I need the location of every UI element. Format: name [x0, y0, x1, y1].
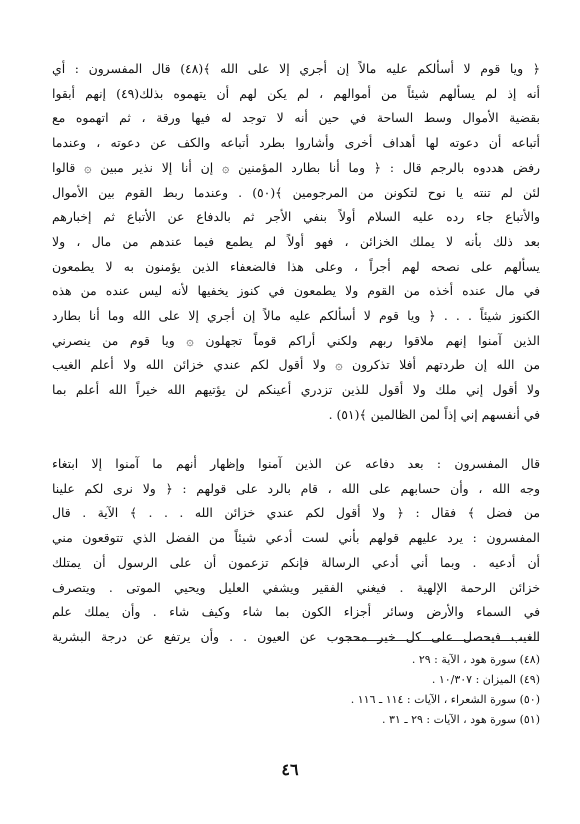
- page-number: ٤٦: [281, 760, 299, 779]
- text-line: ولا أقول إني ملك ولا أقول للذين تزدري أعينكم لن يؤتيهم الله خيراً الله أعلم بما: [52, 382, 540, 398]
- text-line: الذين آمنوا إنهم ملاقوا ربهم ولكني أراكم قوماً تجهلون ۞ ويا قوم من ينصرني: [52, 332, 540, 348]
- text-line: ﴿ ويا قوم لا أسألكم عليه مالاً إن أجري إلا على الله ﴾(٤٨) قال المفسرون : أي: [52, 61, 540, 76]
- text-line: قال المفسرون : بعد دفاعه عن الذين آمنوا وإظهار أنهم ما آمنوا إلا ابتغاء: [52, 456, 540, 471]
- text-line: في أنفسهم إني إذاً لمن الظالمين ﴾(٥١) .: [328, 406, 540, 422]
- footnote-separator: [346, 640, 539, 641]
- text-line: أتباعه أن دعوته لها أهداف أخرى وأشاروا بطرد أتباعه والكف عن دعوته ، وعندما: [52, 135, 540, 151]
- text-line: المفسرون : يرد عليهم قولهم بأني لست أدعي شيئاً من الفضل الذي تتوقعون مني: [52, 530, 540, 546]
- text-line: الغيب فيحصل على كل خير محجوب عن العيون . . وأن يرتفع عن درجة البشرية: [52, 628, 540, 644]
- footnote: (٥١) سورة هود ، الآيات : ٢٩ ـ ٣١ .: [382, 713, 540, 726]
- main-paragraph-1: [52, 57, 540, 428]
- text-line: يسألهم على نصحه لهم أجراً ، وعلى هذا فالضعفاء الذين يؤمنون به لا يطمعون: [52, 258, 540, 274]
- text-line: خزائن الرحمة الإلهية . فيغني الفقير ويشفي العليل ويحيي الموتى . ويتصرف: [52, 579, 540, 595]
- text-line: بقضية الأموال وسط الساحة في حين أنه لا توجد له فيها ورقة ، ثم اتهموه مع: [52, 110, 540, 126]
- text-line: بعد ذلك بأنه لا يملك الخزائن ، فهو أولاً لم يطمع فيما عندهم من مال ، ولا: [52, 233, 540, 249]
- main-paragraph-2: [52, 452, 540, 650]
- text-line: الكنوز شيئاً . . . ﴿ ويا قوم لا أسألكم عليه مالاً إن أجري إلا على الله وما أنا بطارد: [52, 308, 540, 324]
- footnote: (٤٨) سورة هود ، الآية : ٢٩ .: [411, 653, 540, 666]
- footnote: (٥٠) سورة الشعراء ، الآيات : ١١٤ ـ ١١٦ .: [350, 693, 540, 706]
- text-line: لئن لم تنته يا نوح لتكونن من المرجومين ﴾(٥٠) . وعندما ربط القوم بين الأموال: [52, 184, 540, 200]
- footnotes: [300, 650, 540, 730]
- text-line: أنه إذ لم يسألهم شيئاً من أموالهم ، لم يكن لهم أن يتهموه بذلك(٤٩) إنهم أبقوا: [52, 85, 540, 101]
- text-line: من فضل ﴾ فقال : ﴿ ولا أقول لكم عندي خزائن الله . . . ﴾ الآية . قال: [52, 505, 540, 521]
- text-line: رفض هددوه بالرجم قال : ﴿ وما أنا بطارد المؤمنين ۞ إن أنا إلا نذير مبين ۞ قالوا: [52, 159, 540, 175]
- text-line: وجه الله ، وأن حسابهم على الله ، قام بالرد على قولهم : ﴿ ولا نرى لكم علينا: [52, 480, 540, 496]
- text-line: في مال عنده أخذه من القوم ولا يطمعون في كنوز يخفيها لأنه ليس عنده من هذه: [52, 283, 540, 299]
- text-line: أن أدعيه . وبما أني أدعي الرسالة فإنكم تزعمون أن على الرسول أن يمتلك: [52, 554, 540, 570]
- footnote: (٤٩) الميزان : ١٠/٣٠٧ .: [431, 673, 540, 686]
- text-line: في السماء والأرض وسائر أجزاء الكون بما شاء وكيف شاء . وأن يملك علم: [52, 604, 540, 620]
- text-line: من الله إن طردتهم أفلا تذكرون ۞ ولا أقول لكم عندي خزائن الله ولا أعلم الغيب: [52, 357, 540, 373]
- text-line: والأتباع جاء رده عليه السلام أولاً بنفي الأجر ثم بالدفاع عن الأتباع ثم إخبارهم: [52, 209, 540, 225]
